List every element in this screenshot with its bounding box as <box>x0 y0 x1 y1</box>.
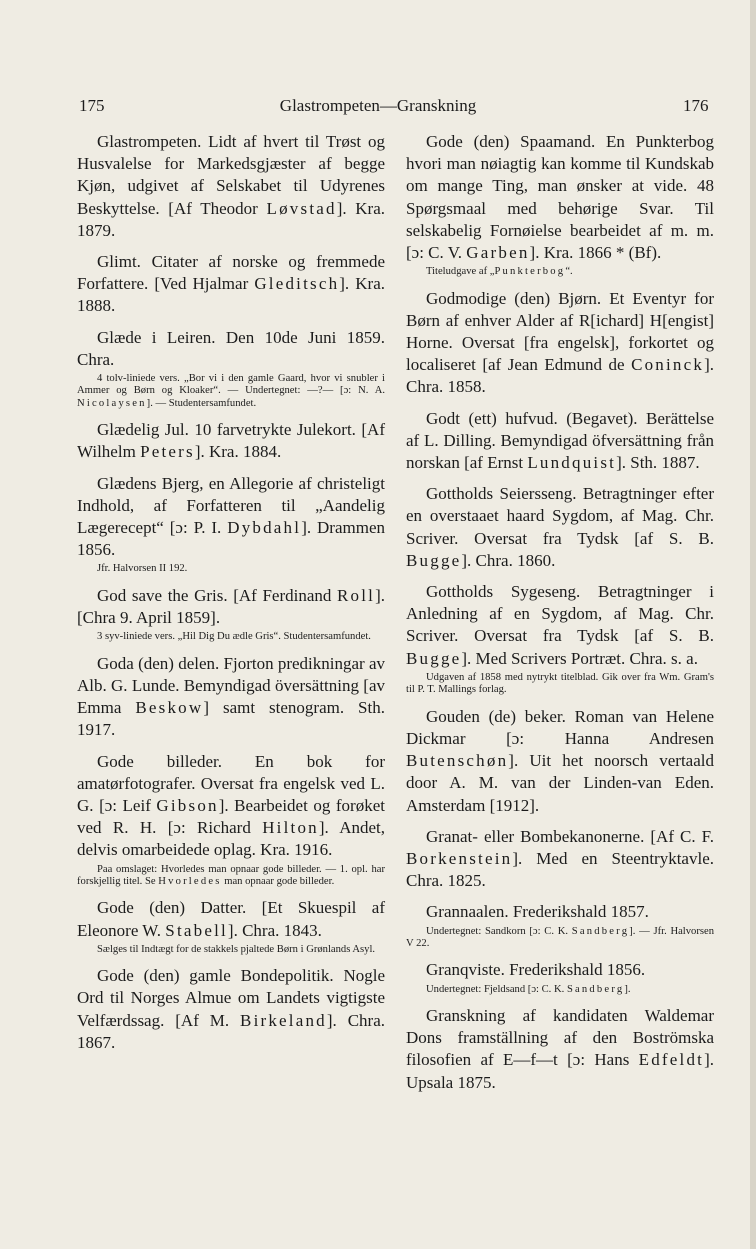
entry-gap <box>77 464 385 473</box>
bibliography-entry <box>406 581 714 670</box>
entry-text: ]. Kra. 1884. <box>194 442 282 462</box>
bibliography-entry <box>77 327 385 371</box>
bibliography-entry <box>406 1005 714 1094</box>
spaced-name: Nicolaysen <box>77 397 147 409</box>
bibliography-entry <box>77 965 385 1054</box>
spaced-name: Peters <box>140 442 195 462</box>
left-column <box>77 131 385 1054</box>
entry-note <box>77 373 385 410</box>
spaced-name: Løvstad <box>266 198 337 218</box>
entry-note <box>77 631 385 643</box>
entry-text: Gode billeder. En bok for amatørfotografer. Oversat fra engelsk ved L. G. [ɔ: Leif <box>77 751 385 815</box>
page-number-right: 176 <box>683 96 709 115</box>
entry-text: Gode (den) Spaamand. En Punkterbog hvori man nøiagtig kan komme til Kundskab om mange Ting, man ønsker at vide. 48 Spørgsmaal med behørige Svar. Til selskabelig Fornøielse bearbeidet af m. m. [ɔ: C. V. <box>406 132 714 263</box>
entry-text: ]. Kra. 1866 * (Bf). <box>529 243 662 263</box>
entry-gap <box>406 697 714 706</box>
entry-note <box>77 944 385 956</box>
entry-text: Titeludgave af „ <box>426 266 495 278</box>
bibliography-entry <box>406 901 714 923</box>
spaced-name: Beskow <box>135 698 204 718</box>
bibliography-entry <box>77 419 385 463</box>
entry-gap <box>406 572 714 581</box>
entry-gap <box>406 817 714 826</box>
entry-text: Jfr. Halvorsen II 192. <box>97 563 188 575</box>
entry-text: ]. Uit het noorsch vertaald door A. M. van der Linden-van Eden. Amsterdam [1912]. <box>406 751 714 815</box>
entry-text: ]. Chra. 1867. <box>77 1010 385 1052</box>
bibliography-entry <box>406 826 714 893</box>
entry-gap <box>77 956 385 965</box>
entry-text: ]. Med Scrivers Portræt. Chra. s. a. <box>461 648 698 668</box>
spaced-name: Garben <box>466 243 530 263</box>
bibliography-entry <box>77 653 385 742</box>
spaced-name: Hilton <box>262 818 319 838</box>
bibliography-entry <box>406 131 714 264</box>
spaced-name: Stabell <box>165 920 228 940</box>
bibliography-entry <box>406 959 714 981</box>
entry-text: ] samt stenogram. Sth. 1917. <box>77 698 385 740</box>
entry-text: Granqviste. Frederikshald 1856. <box>426 960 646 980</box>
entry-gap <box>406 399 714 408</box>
spaced-name: Punkterbog <box>494 266 566 278</box>
page-edge <box>750 0 756 1249</box>
entry-text: Udgaven af 1858 med nytrykt titelblad. Gik over fra Wm. Gram's til P. T. Mallings forlag. <box>406 671 714 696</box>
entry-text: Gode (den) gamle Bondepolitik. Nogle Ord til Norges Almue om Landets vigtigste Velfærdssag. [Af M. <box>77 966 385 1030</box>
entry-text: 3 syv-liniede vers. „Hil Dig Du ædle Gris“. Studentersamfundet. <box>97 631 371 643</box>
entry-text: ]. <box>624 983 631 995</box>
entry-text: Goda (den) delen. Fjorton predikningar av Alb. G. Lunde. Bemyndigad översättning [av Emma <box>77 653 385 718</box>
entry-text: ]. Drammen 1856. <box>77 518 386 560</box>
entry-text: ]. Sth. 1887. <box>616 453 700 473</box>
entry-text: Gottholds Seiersseng. Betragtninger efter en overstaaet haard Sygdom, af Mag. Chr. Scriver. Oversat fra Tydsk [af S. B. <box>406 484 714 548</box>
entry-text: Paa omslaget: Hvorledes man opnaar gode billeder. — 1. opl. har forskjellig titel. Se <box>77 863 385 887</box>
entry-gap <box>77 318 385 327</box>
entry-text: Glædens Bjerg, en Allegorie af christeligt Indhold, af Forfatteren til „Aandelig Lægerecept“ [ɔ: P. I. <box>77 473 385 538</box>
entry-text: Granat- eller Bombekanonerne. [Af C. F. <box>426 826 714 846</box>
entry-note <box>406 672 714 697</box>
spaced-name: Sandberg <box>566 983 625 995</box>
entry-text: Glædelig Jul. 10 farvetrykte Julekort. [Af Wilhelm <box>77 420 385 462</box>
entry-text: ]. — Jfr. Halvorsen V 22. <box>406 925 714 949</box>
entry-text: Gottholds Sygeseng. Betragtninger i Anledning af en Sygdom, af Mag. Chr. Scriver. Oversat fra Tydsk [af S. B. <box>406 582 714 646</box>
spaced-name: Birkeland <box>240 1010 327 1030</box>
entry-note <box>77 864 385 889</box>
entry-text: ]. [Chra 9. April 1859]. <box>77 585 385 628</box>
entry-note <box>406 984 714 996</box>
bibliography-entry <box>406 483 714 572</box>
entry-text: Glimt. Citater af norske og fremmede Forfattere. [Ved Hjalmar <box>77 252 385 294</box>
entry-gap <box>77 242 385 251</box>
bibliography-entry <box>77 473 385 562</box>
entry-gap <box>406 474 714 483</box>
entry-text: Sælges til Indtægt for de stakkels pjaltede Børn i Grønlands Asyl. <box>97 943 376 955</box>
entry-gap <box>77 410 385 419</box>
running-title: Glastrompeten—Granskning <box>279 96 477 115</box>
entry-text: ]. — Studentersamfundet. <box>146 397 257 409</box>
right-column <box>406 131 714 1094</box>
spaced-name: Butenschøn <box>406 751 509 771</box>
spaced-name: Gibson <box>156 795 219 815</box>
entry-gap <box>77 576 385 585</box>
entry-text: ]. Kra. 1879. <box>77 198 385 240</box>
entry-gap <box>77 742 385 751</box>
spaced-name: Bugge <box>406 648 462 668</box>
entry-text: ]. Chra. 1858. <box>406 355 714 397</box>
entry-text: Godt (ett) hufvud. (Begavet). Berättelse af L. Dilling. Bemyndigad öfversättning från norskan [af Ernst <box>406 408 714 473</box>
page-number-left: 175 <box>79 96 105 115</box>
spaced-name: Roll <box>336 585 376 605</box>
entry-text: Godmodige (den) Bjørn. Et Eventyr for Børn af enhver Alder af R[ichard] H[engist] Horne. Oversat [fra engelsk], forkortet og localiseret [af Jean Edmund de <box>406 288 714 375</box>
entry-gap <box>406 279 714 288</box>
entry-gap <box>77 644 385 653</box>
entry-note <box>406 926 714 951</box>
entry-text: ]. Bearbeidet og forøket ved R. H. [ɔ: Richard <box>77 795 385 838</box>
spaced-name: Lundquist <box>527 453 617 473</box>
spaced-name: Edfeldt <box>638 1050 705 1070</box>
entry-text: ]. Med en Steentryktavle. Chra. 1825. <box>406 848 714 891</box>
entry-text: ]. Chra. 1860. <box>461 550 556 570</box>
bibliography-entry <box>406 408 714 475</box>
entry-text: ]. Upsala 1875. <box>406 1050 714 1092</box>
entry-text: Grannaalen. Frederikshald 1857. <box>426 902 649 922</box>
spaced-name: Gleditsch <box>254 274 340 294</box>
entry-gap <box>406 950 714 959</box>
entry-text: “. <box>565 266 573 278</box>
bibliography-entry <box>77 751 385 862</box>
entry-text: ]. Andet, delvis omarbeidede oplag. Kra. 1916. <box>77 818 385 860</box>
entry-text: God save the Gris. [Af Ferdinand <box>97 585 337 605</box>
entry-text: Undertegnet: Sandkorn [ɔ: C. K. <box>426 925 572 937</box>
entry-text: man opnaar gode billeder. <box>221 875 335 887</box>
page-header <box>0 96 756 120</box>
entry-note <box>406 266 714 278</box>
entry-text: Undertegnet: Fjeldsand [ɔ: C. K. <box>426 983 567 995</box>
entry-text: Granskning af kandidaten Waldemar Dons framställning af den Boströmska filosofien af E—f—t [ɔ: Hans <box>406 1005 714 1070</box>
entry-text: 4 tolv-liniede vers. „Bor vi i den gamle Gaard, hvor vi snubler i Ammer og Børn og Kloaker“. — Undertegnet: —?— [ɔ: N. A. <box>77 373 385 397</box>
entry-gap <box>77 888 385 897</box>
spaced-name: Dybdahl <box>227 518 302 538</box>
bibliography-entry <box>77 251 385 318</box>
bibliography-entry <box>406 288 714 399</box>
spaced-name: Bugge <box>406 550 462 570</box>
spaced-name: Sandberg <box>571 925 630 937</box>
entry-text: Gode (den) Datter. [Et Skuespil af Eleonore W. <box>77 898 385 940</box>
spaced-name: Coninck <box>631 355 705 375</box>
spaced-name: Borkenstein <box>406 848 513 868</box>
bibliography-entry <box>77 131 385 242</box>
bibliography-entry <box>77 897 385 941</box>
spaced-name: Hvorledes <box>158 875 222 887</box>
entry-text: ]. Chra. 1843. <box>227 920 322 940</box>
bibliography-entry <box>406 706 714 817</box>
entry-note <box>77 563 385 575</box>
bibliography-entry <box>77 585 385 629</box>
entry-text: Glæde i Leiren. Den 10de Juni 1859. Chra. <box>77 327 385 369</box>
entry-text: Glastrompeten. Lidt af hvert til Trøst og Husvalelse for Markedsgjæster af begge Kjøn, udgivet af Selskabet til Udyrenes Beskyttelse. [Af Theodor <box>77 132 385 218</box>
entry-text: ]. Kra. 1888. <box>77 274 385 316</box>
entry-gap <box>406 892 714 901</box>
entry-gap <box>406 996 714 1005</box>
entry-text: Gouden (de) beker. Roman van Helene Dickmar [ɔ: Hanna Andresen <box>406 706 714 748</box>
